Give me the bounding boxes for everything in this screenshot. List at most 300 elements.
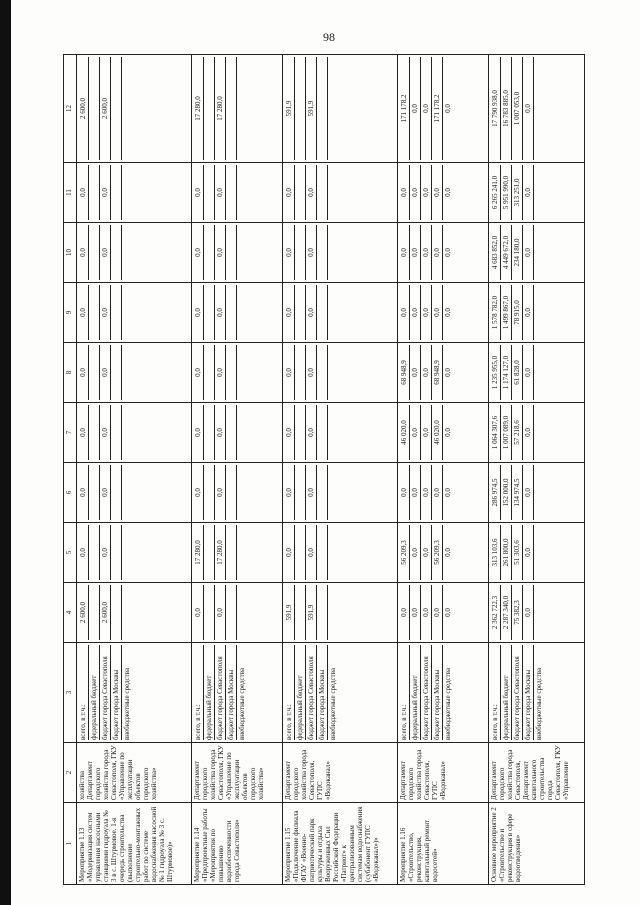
value-cell: 171 178,2 — [399, 57, 410, 160]
value-cell: 0,0 — [443, 104, 452, 113]
funding-sources — [282, 643, 397, 743]
value-cell: 0,0 — [410, 285, 421, 340]
value-cell: 0,0 — [421, 57, 432, 160]
value-column — [282, 55, 397, 163]
value-cell — [295, 57, 306, 160]
value-cell: 0,0 — [410, 165, 421, 220]
value-cell — [328, 525, 360, 580]
value-cell — [89, 285, 100, 340]
value-cell — [317, 345, 328, 400]
value-column — [282, 583, 397, 643]
value-cell — [295, 585, 306, 640]
value-cell: 0,0 — [100, 225, 111, 280]
value-cell — [237, 57, 269, 160]
value-cell — [204, 285, 215, 340]
funding-source: всего, в т.ч.: — [284, 645, 295, 740]
value-column — [77, 283, 192, 343]
value-cell: 0,0 — [432, 285, 443, 340]
value-column — [282, 463, 397, 523]
value-cell — [237, 405, 269, 460]
funding-source: бюджет города Москвы — [111, 645, 122, 740]
rotated-table-container — [63, 55, 585, 885]
value-cell — [328, 165, 360, 220]
value-cell — [226, 225, 237, 280]
value-cell: 0,0 — [193, 465, 204, 520]
value-cell: 0,0 — [443, 428, 452, 437]
value-cell: 1 174 127,0 — [501, 345, 512, 400]
value-column — [191, 55, 282, 163]
value-column — [191, 343, 282, 403]
value-cell — [89, 225, 100, 280]
value-cell: 0,0 — [215, 345, 226, 400]
value-cell: 0,0 — [443, 488, 452, 497]
value-cell: 56 209,3 — [432, 525, 443, 580]
value-cell: 0,0 — [306, 465, 317, 520]
funding-source: внебюджетные средства — [443, 667, 452, 740]
value-cell — [226, 285, 237, 340]
value-cell: 1 007 089,0 — [501, 405, 512, 460]
value-cell: 0,0 — [215, 285, 226, 340]
value-cell: 0,0 — [306, 165, 317, 220]
value-cell — [317, 405, 328, 460]
value-cell: 0,0 — [100, 525, 111, 580]
value-cell: 0,0 — [523, 585, 534, 640]
value-cell: 16 783 885,0 — [501, 57, 512, 160]
funding-sources — [191, 643, 282, 743]
value-cell — [111, 405, 122, 460]
funding-source: федеральный бюджет — [89, 645, 100, 740]
value-cell: 591,9 — [284, 57, 295, 160]
value-column — [77, 223, 192, 283]
funding-source: всего, в т.ч.: — [78, 645, 89, 740]
value-cell — [122, 345, 154, 400]
funding-source: внебюджетные средства — [328, 667, 337, 740]
value-cell: 0,0 — [523, 525, 534, 580]
value-column — [488, 223, 584, 283]
value-cell — [237, 285, 269, 340]
value-cell: 6 265 241,0 — [490, 165, 501, 220]
value-column — [282, 163, 397, 223]
value-column — [397, 223, 488, 283]
value-cell: 0,0 — [421, 525, 432, 580]
value-cell: 0,0 — [421, 405, 432, 460]
funding-source: бюджет города Москвы — [523, 645, 534, 740]
value-cell: 4 683 852,0 — [490, 225, 501, 280]
funding-source: федеральный бюджет — [501, 645, 512, 740]
value-column — [77, 163, 192, 223]
value-cell: 0,0 — [284, 225, 295, 280]
column-number: 9 — [64, 283, 77, 343]
column-number: 1 — [64, 803, 77, 885]
value-cell: 134 974,5 — [512, 465, 523, 520]
value-cell: 0,0 — [215, 465, 226, 520]
value-column — [397, 523, 488, 583]
value-cell: 68 948,9 — [399, 345, 410, 400]
funding-source: всего, в т.ч.: — [193, 645, 204, 740]
value-cell — [295, 525, 306, 580]
value-column — [77, 55, 192, 163]
value-cell — [295, 405, 306, 460]
value-cell: 171 178,2 — [432, 57, 443, 160]
table-row — [488, 55, 584, 885]
value-column — [77, 403, 192, 463]
value-column — [282, 223, 397, 283]
value-cell: 591,9 — [284, 585, 295, 640]
value-cell: 0,0 — [306, 405, 317, 460]
value-column — [397, 583, 488, 643]
value-cell: 2 600,0 — [100, 585, 111, 640]
value-cell — [328, 465, 360, 520]
value-cell: 56 209,3 — [399, 525, 410, 580]
value-cell: 0,0 — [100, 345, 111, 400]
value-cell: 57 218,6 — [512, 405, 523, 460]
measure-name: Мероприятие 1.16 «Строительство, реконструкция, капитальный ремонт водосетей» — [397, 803, 488, 885]
value-column — [488, 163, 584, 223]
value-cell: 0,0 — [78, 165, 89, 220]
value-cell — [204, 57, 215, 160]
executor-name: хозяйства Департамент городского хозяйства города Севастополя, ГКУ «Управление по эксплуатации объектов городского хозяйства» — [77, 743, 192, 803]
value-column — [397, 163, 488, 223]
value-cell: 0,0 — [523, 165, 534, 220]
funding-source: внебюджетные средства — [237, 667, 246, 740]
value-cell: 0,0 — [100, 405, 111, 460]
value-cell — [204, 525, 215, 580]
value-cell: 0,0 — [306, 225, 317, 280]
column-number: 7 — [64, 403, 77, 463]
value-cell — [226, 525, 237, 580]
value-cell: 591,9 — [306, 585, 317, 640]
value-cell — [226, 585, 237, 640]
value-cell — [111, 465, 122, 520]
funding-source: бюджет города Москвы — [226, 645, 237, 740]
value-cell — [111, 585, 122, 640]
value-column — [397, 403, 488, 463]
executor-name: Департамент городского хозяйства города Севастополя, Департамент капитального строительства города Севастополя, ГКУ «Управление — [488, 743, 584, 803]
value-cell: 0,0 — [100, 165, 111, 220]
value-column — [191, 523, 282, 583]
column-number-row — [64, 55, 77, 885]
value-cell: 313 103,6 — [490, 525, 501, 580]
value-cell — [122, 405, 154, 460]
value-column — [191, 463, 282, 523]
table-row — [397, 55, 488, 885]
value-column — [77, 463, 192, 523]
value-cell: 0,0 — [399, 165, 410, 220]
value-cell — [328, 345, 360, 400]
value-cell — [122, 285, 154, 340]
column-number: 5 — [64, 523, 77, 583]
value-cell: 0,0 — [215, 585, 226, 640]
value-cell — [317, 165, 328, 220]
value-cell: 0,0 — [432, 585, 443, 640]
value-cell — [89, 345, 100, 400]
value-cell: 0,0 — [421, 585, 432, 640]
value-cell: 46 020,0 — [399, 405, 410, 460]
value-cell: 1 499 867,0 — [501, 285, 512, 340]
value-cell: 0,0 — [410, 57, 421, 160]
value-cell: 313 251,0 — [512, 165, 523, 220]
funding-sources — [397, 643, 488, 743]
value-column — [397, 55, 488, 163]
value-cell: 234 180,0 — [512, 225, 523, 280]
value-cell — [534, 345, 566, 400]
value-cell — [237, 165, 269, 220]
value-cell: 46 020,0 — [432, 405, 443, 460]
value-cell: 0,0 — [306, 285, 317, 340]
value-cell — [534, 285, 566, 340]
funding-source: федеральный бюджет — [410, 645, 421, 740]
value-cell — [317, 57, 328, 160]
value-cell — [328, 285, 360, 340]
column-number: 8 — [64, 343, 77, 403]
column-number: 6 — [64, 463, 77, 523]
value-cell: 0,0 — [421, 225, 432, 280]
value-cell — [534, 465, 566, 520]
value-cell: 61 828,0 — [512, 345, 523, 400]
value-cell: 0,0 — [193, 345, 204, 400]
value-cell: 0,0 — [193, 585, 204, 640]
value-column — [77, 583, 192, 643]
value-cell — [328, 585, 360, 640]
value-cell: 5 951 990,0 — [501, 165, 512, 220]
funding-source: бюджет города Севастополя — [100, 645, 111, 740]
executor-name: Департамент городского хозяйства города Севастополя, ГУПС «Водоканал» — [282, 743, 397, 803]
value-cell — [111, 285, 122, 340]
value-cell — [89, 165, 100, 220]
value-cell: 0,0 — [432, 165, 443, 220]
value-cell: 0,0 — [193, 285, 204, 340]
value-cell: 1 578 782,0 — [490, 285, 501, 340]
value-cell: 0,0 — [523, 465, 534, 520]
value-cell: 0,0 — [78, 525, 89, 580]
value-cell — [534, 585, 566, 640]
value-cell — [317, 525, 328, 580]
value-cell: 1 235 955,0 — [490, 345, 501, 400]
value-cell: 591,9 — [306, 57, 317, 160]
value-column — [282, 403, 397, 463]
value-cell — [122, 465, 154, 520]
page-number: 98 — [323, 30, 335, 44]
executor-name: Департамент городского хозяйства города Севастополя, ГКУ «Управление по эксплуатации объектов городского хозяйства» — [191, 743, 282, 803]
column-number: 12 — [64, 55, 77, 163]
value-cell: 2 287 340,0 — [501, 585, 512, 640]
value-cell: 2 600,0 — [78, 585, 89, 640]
value-cell — [111, 345, 122, 400]
value-cell — [317, 285, 328, 340]
value-cell: 0,0 — [399, 585, 410, 640]
value-cell: 152 000,0 — [501, 465, 512, 520]
value-cell: 68 948,9 — [432, 345, 443, 400]
executor-name: Департамент городского хозяйства города Севастополя, ГУПС «Водоканал» — [397, 743, 488, 803]
table-row — [282, 55, 397, 885]
value-cell: 1 064 307,6 — [490, 405, 501, 460]
value-cell — [89, 405, 100, 460]
value-column — [282, 283, 397, 343]
funding-source: бюджет города Севастополя — [215, 645, 226, 740]
funding-sources — [77, 643, 192, 743]
value-cell: 1 007 053,0 — [512, 57, 523, 160]
value-cell — [122, 585, 154, 640]
value-cell — [295, 225, 306, 280]
value-cell: 17 790 938,0 — [490, 57, 501, 160]
column-number: 10 — [64, 223, 77, 283]
measure-name: Мероприятие 1.15 «Подключение филиала ФГАУ «Военно-патриотический парк культуры и отдыха Вооруженных Сил Российской Федерации «Патриот» к централизованным системам водоснабжения (субабонент ГУПС «Водоканал»)» — [282, 803, 397, 885]
value-cell — [328, 225, 360, 280]
measure-name: Основное мероприятие 2 «Строительство и реконструкция в сфере водоотведения» — [488, 803, 584, 885]
budget-table — [63, 54, 585, 885]
value-cell: 0,0 — [432, 225, 443, 280]
funding-source: всего, в т.ч.: — [490, 645, 501, 740]
value-cell — [226, 405, 237, 460]
value-cell: 17 280,0 — [193, 57, 204, 160]
value-cell — [122, 57, 154, 160]
value-cell — [111, 225, 122, 280]
value-cell — [295, 345, 306, 400]
value-cell — [295, 165, 306, 220]
value-cell: 0,0 — [523, 57, 534, 160]
value-cell: 0,0 — [306, 525, 317, 580]
value-cell — [89, 465, 100, 520]
value-cell — [328, 405, 360, 460]
value-cell: 0,0 — [78, 345, 89, 400]
measure-name: Мероприятие 1.13 «Модернизация систем управления насосными станциями гидроузла № 3 в с. Штурмовое. 1-я очередь строительства (выполнение строительно-монтажных работ по системе водоснабжения насосной № 1 гидроузла № 3 с. Штурмовое)» — [77, 803, 192, 885]
value-cell — [317, 225, 328, 280]
value-column — [282, 523, 397, 583]
value-cell: 0,0 — [78, 405, 89, 460]
value-column — [191, 583, 282, 643]
value-cell: 0,0 — [410, 405, 421, 460]
value-cell — [534, 57, 566, 160]
value-cell: 0,0 — [78, 465, 89, 520]
value-cell: 0,0 — [284, 405, 295, 460]
value-cell: 0,0 — [399, 465, 410, 520]
value-cell: 0,0 — [410, 465, 421, 520]
value-column — [488, 403, 584, 463]
value-cell: 2 362 722,3 — [490, 585, 501, 640]
value-cell: 0,0 — [443, 248, 452, 257]
value-cell — [226, 345, 237, 400]
value-cell: 0,0 — [215, 165, 226, 220]
value-column — [282, 343, 397, 403]
value-cell: 0,0 — [399, 285, 410, 340]
value-cell — [204, 585, 215, 640]
value-cell: 2 600,0 — [100, 57, 111, 160]
value-cell — [122, 165, 154, 220]
value-cell: 0,0 — [306, 345, 317, 400]
value-column — [191, 403, 282, 463]
value-cell: 261 800,0 — [501, 525, 512, 580]
value-cell: 0,0 — [410, 225, 421, 280]
value-cell: 0,0 — [523, 225, 534, 280]
value-column — [488, 463, 584, 523]
value-cell — [111, 525, 122, 580]
value-column — [191, 163, 282, 223]
value-cell — [89, 585, 100, 640]
value-cell — [295, 285, 306, 340]
value-column — [488, 583, 584, 643]
value-cell — [237, 465, 269, 520]
value-cell: 4 449 672,0 — [501, 225, 512, 280]
value-cell: 0,0 — [443, 368, 452, 377]
value-cell: 0,0 — [410, 525, 421, 580]
column-number: 4 — [64, 583, 77, 643]
value-cell — [89, 57, 100, 160]
value-cell: 0,0 — [443, 308, 452, 317]
value-cell: 0,0 — [100, 465, 111, 520]
value-cell — [204, 345, 215, 400]
value-cell — [534, 225, 566, 280]
value-cell: 0,0 — [432, 465, 443, 520]
value-cell — [226, 465, 237, 520]
value-column — [397, 463, 488, 523]
value-cell: 0,0 — [78, 285, 89, 340]
column-number: 2 — [64, 743, 77, 803]
value-cell: 0,0 — [399, 225, 410, 280]
value-cell: 78 915,0 — [512, 285, 523, 340]
value-cell: 0,0 — [410, 345, 421, 400]
value-cell — [317, 465, 328, 520]
value-column — [488, 343, 584, 403]
column-number: 3 — [64, 643, 77, 743]
value-cell: 0,0 — [443, 188, 452, 197]
value-cell: 0,0 — [443, 608, 452, 617]
value-cell: 0,0 — [284, 285, 295, 340]
funding-source: всего, в т.ч.: — [399, 645, 410, 740]
value-cell: 0,0 — [100, 285, 111, 340]
table-row — [77, 55, 192, 885]
value-cell: 0,0 — [284, 525, 295, 580]
value-cell: 0,0 — [284, 345, 295, 400]
table-row — [191, 55, 282, 885]
funding-source: федеральный бюджет — [295, 645, 306, 740]
funding-source: федеральный бюджет — [204, 645, 215, 740]
value-cell — [237, 585, 269, 640]
value-cell: 2 600,0 — [78, 57, 89, 160]
value-cell — [237, 225, 269, 280]
value-cell — [204, 405, 215, 460]
value-column — [488, 283, 584, 343]
funding-sources — [488, 643, 584, 743]
binder-edge — [0, 0, 11, 905]
value-cell: 0,0 — [523, 405, 534, 460]
value-cell: 17 280,0 — [215, 57, 226, 160]
value-cell — [534, 525, 566, 580]
value-cell: 51 303,6 — [512, 525, 523, 580]
funding-source: внебюджетные средства — [534, 667, 543, 740]
value-cell: 0,0 — [78, 225, 89, 280]
value-column — [77, 523, 192, 583]
funding-source: бюджет города Москвы — [432, 645, 443, 740]
value-cell: 75 382,3 — [512, 585, 523, 640]
funding-source: бюджет города Севастополя — [512, 645, 523, 740]
measure-name: Мероприятие 1.14 «Предпроектные работы «Мероприятия по повышению водообеспеченности города Севастополя» — [191, 803, 282, 885]
value-cell: 17 280,0 — [215, 525, 226, 580]
value-cell — [122, 225, 154, 280]
value-column — [191, 223, 282, 283]
value-cell — [111, 165, 122, 220]
value-cell: 0,0 — [421, 465, 432, 520]
funding-source: бюджет города Севастополя — [306, 645, 317, 740]
value-cell: 17 280,0 — [193, 525, 204, 580]
value-cell — [534, 165, 566, 220]
column-number: 11 — [64, 163, 77, 223]
value-cell: 0,0 — [523, 345, 534, 400]
value-cell: 0,0 — [523, 285, 534, 340]
value-column — [191, 283, 282, 343]
value-cell: 0,0 — [284, 165, 295, 220]
value-cell — [89, 525, 100, 580]
value-cell: 0,0 — [193, 405, 204, 460]
